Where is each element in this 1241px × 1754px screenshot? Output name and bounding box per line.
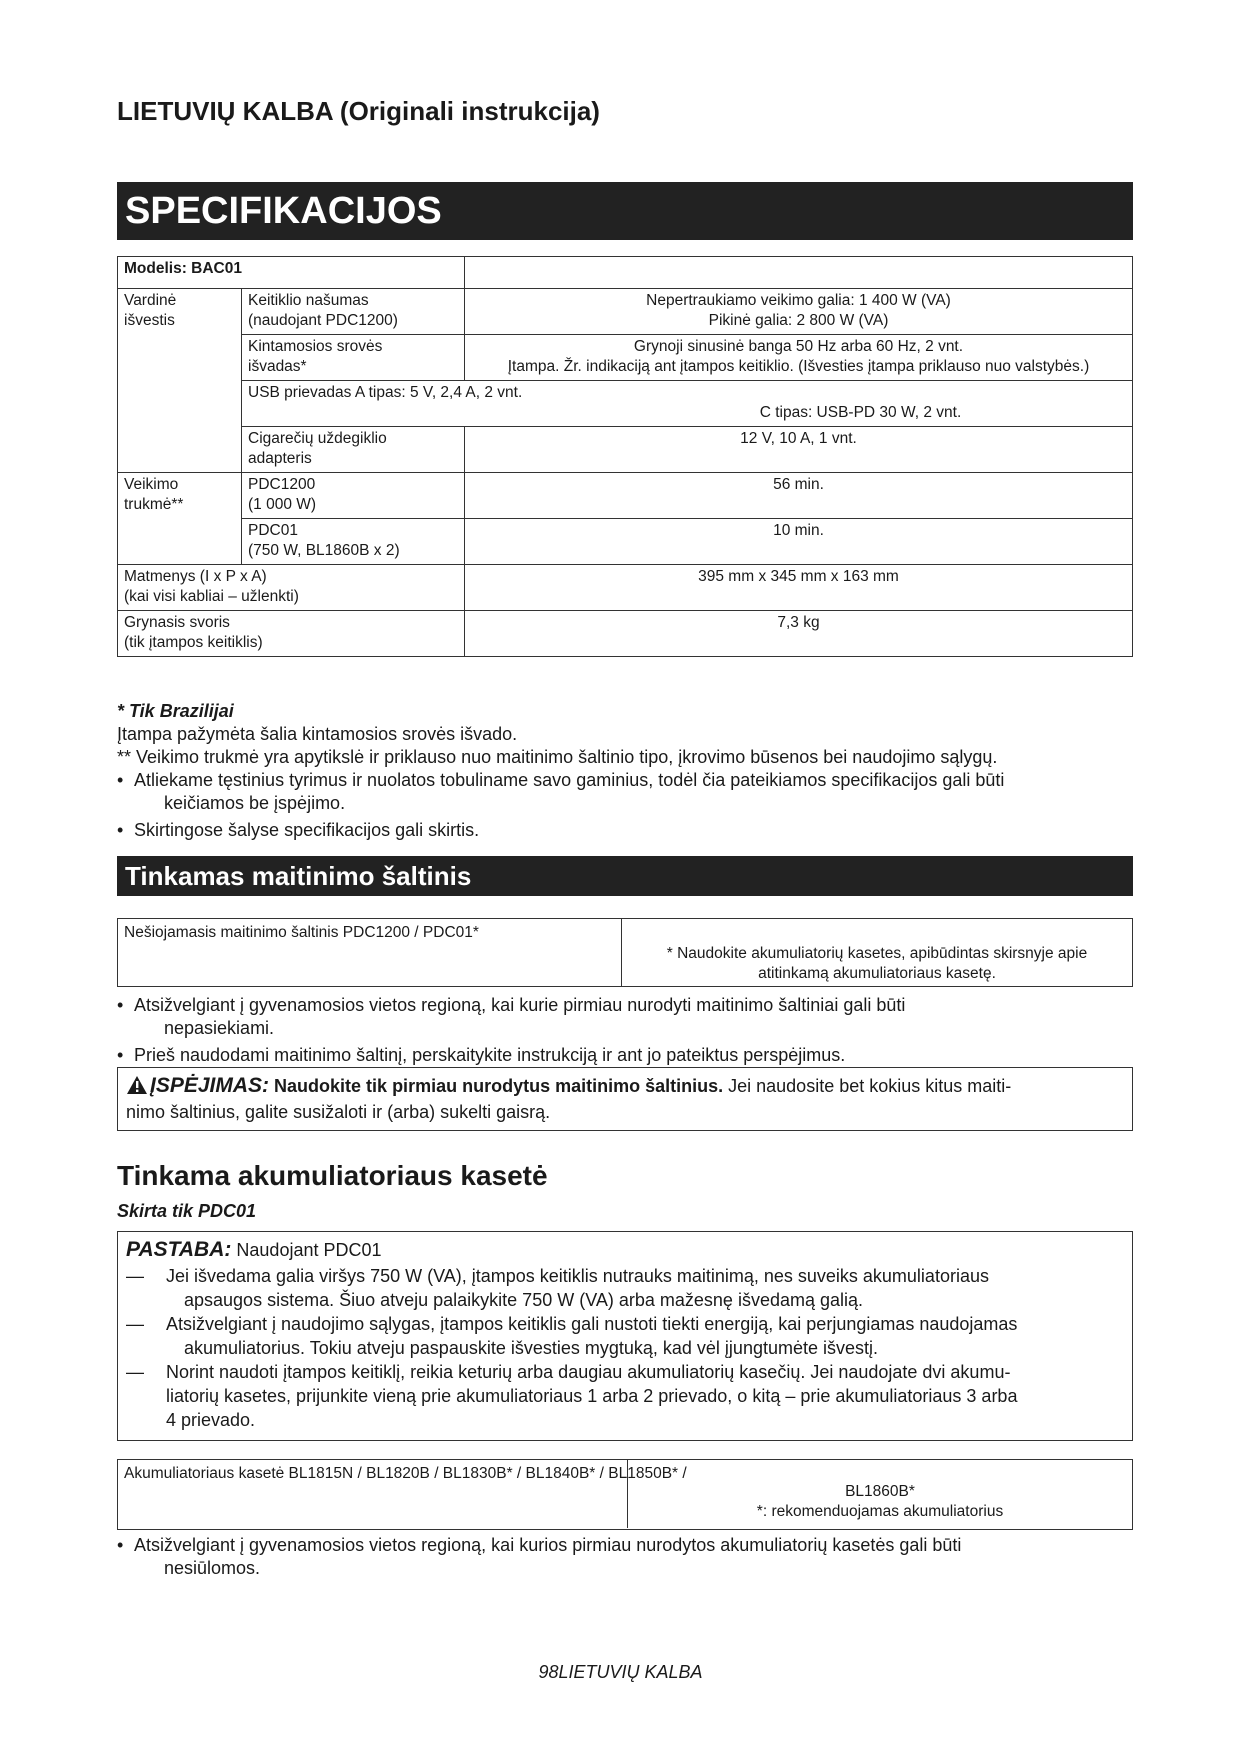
power-notes: [117, 994, 1133, 1071]
model-label: Modelis: BAC01: [118, 257, 465, 289]
spec-bullets: [117, 769, 1133, 842]
section-banner-specifications: SPECIFIKACIJOS: [117, 182, 1133, 240]
note-box: [117, 1231, 1133, 1441]
list-item: — Atsižvelgiant į naudojimo sąlygas, įtampos keitiklis gali nustoti tiekti energiją, kai perjungiamas naudojamas akumuliatorius. Tokiu atveju paspauskite išvesties mygtuką, kad vėl įjungtumėte išvestį.: [126, 1312, 1124, 1360]
table-row: [118, 611, 1133, 657]
list-item: — Jei išvedama galia viršys 750 W (VA), įtampos keitiklis nutrauks maitinimą, nes suveiks akumuliatoriaus apsaugos sistema. Šiuo atveju palaikykite 750 W (VA) arba mažesnę išvedamą galią.: [126, 1264, 1124, 1312]
table-row: [118, 565, 1133, 611]
list-item: • Prieš naudodami maitinimo šaltinį, perskaitykite instrukciją ir ant jo pateiktus perspėjimus.: [117, 1044, 1133, 1067]
spec-label: Grynasis svoris (tik įtampos keitiklis): [118, 611, 465, 657]
page-header: LIETUVIŲ KALBA (Originali instrukcija): [117, 96, 600, 126]
spec-label: Keitiklio našumas (naudojant PDC1200): [242, 289, 465, 335]
spec-label: USB prievadas A tipas: 5 V, 2,4 A, 2 vnt.: [248, 384, 523, 401]
battery-table: [117, 1459, 1133, 1530]
spec-label: Kintamosios srovės išvadas*: [242, 335, 465, 381]
list-item: • Atsižvelgiant į gyvenamosios vietos regioną, kai kurie pirmiau nurodyti maitinimo šaltiniai gali būti nepasiekiami.: [117, 994, 1133, 1040]
spec-notes: [117, 700, 1133, 846]
list-item: • Atsižvelgiant į gyvenamosios vietos regioną, kai kurios pirmiau nurodytos akumuliatorių kasetės gali būti nesiūlomos.: [117, 1534, 1133, 1580]
spec-value: 10 min.: [465, 519, 1133, 565]
table-row: [118, 519, 1133, 565]
warning-text: Jei naudosite bet kokius kitus maiti- nimo šaltinius, galite susižaloti ir (arba) sukelti gaisrą.: [126, 1076, 1012, 1122]
power-source-note: * Naudokite akumuliatorių kasetes, apibūdintas skirsnyje apie atitinkamą akumuliatoriaus kasetę.: [622, 919, 1133, 987]
rated-output-label: Vardinė išvestis: [118, 289, 242, 473]
note-list: [126, 1264, 1124, 1432]
battery-recommended: BL1860B* *: rekomenduojamas akumuliatorius: [627, 1460, 1132, 1528]
spec-value: Nepertraukiamo veikimo galia: 1 400 W (VA) Pikinė galia: 2 800 W (VA): [465, 289, 1133, 335]
note-run-time: ** Veikimo trukmė yra apytikslė ir priklauso nuo maitinimo šaltinio tipo, įkrovimo būsenos bei naudojimo sąlygų.: [117, 747, 998, 767]
list-item: — Norint naudoti įtampos keitiklį, reikia keturių arba daugiau akumuliatorių kasečių. Jei naudojate dvi akumu- liatorių kasetes, prijunkite vieną prie akumuliatoriaus 1 arba 2 prievado, o kitą – prie akumuliatoriaus 3 arba 4 prievado.: [126, 1360, 1124, 1432]
list-item: • Atliekame tęstinius tyrimus ir nuolatos tobuliname savo gaminius, todėl čia pateikiamos specifikacijos gali būti keičiamos be įspėjimo.: [117, 769, 1133, 815]
spec-value: 7,3 kg: [465, 611, 1133, 657]
table-row: [118, 473, 1133, 519]
spec-value: Grynoji sinusinė banga 50 Hz arba 60 Hz, 2 vnt. Įtampa. Žr. indikaciją ant įtampos keitiklio. (Išvesties įtampa priklauso nuo valstybės.): [465, 335, 1133, 381]
spec-label: Cigarečių uždegiklio adapteris: [242, 427, 465, 473]
battery-subheading: Skirta tik PDC01: [117, 1201, 257, 1221]
spec-value: 56 min.: [465, 473, 1133, 519]
spec-label: PDC01 (750 W, BL1860B x 2): [242, 519, 465, 565]
power-source-name: Nešiojamasis maitinimo šaltinis PDC1200 / PDC01*: [118, 919, 622, 987]
warning-bold-text: Naudokite tik pirmiau nurodytus maitinimo šaltinius.: [274, 1076, 724, 1096]
usb-row: [242, 381, 1133, 427]
list-item: • Skirtingose šalyse specifikacijos gali skirtis.: [117, 819, 1133, 842]
page-footer: 98LIETUVIŲ KALBA: [538, 1662, 703, 1682]
note-subtitle: Naudojant PDC01: [236, 1240, 382, 1260]
table-row: [118, 381, 1133, 427]
spec-value: 12 V, 10 A, 1 vnt.: [465, 427, 1133, 473]
battery-list: [118, 1460, 1133, 1530]
table-row: [118, 335, 1133, 381]
specifications-table: [117, 256, 1133, 657]
table-row: [118, 257, 1133, 289]
battery-notes: [117, 1534, 1133, 1584]
battery-models: Akumuliatoriaus kasetė BL1815N / BL1820B / BL1830B* / BL1840B* / BL1850B* /: [124, 1465, 687, 1482]
table-row: [118, 1460, 1133, 1530]
section-banner-power-source: Tinkamas maitinimo šaltinis: [117, 856, 1133, 896]
note-brazil-title: * Tik Brazilijai: [117, 701, 234, 721]
table-row: [118, 919, 1133, 987]
run-time-label: Veikimo trukmė**: [118, 473, 242, 565]
spec-value: C tipas: USB-PD 30 W, 2 vnt.: [759, 404, 962, 421]
spec-value: 395 mm x 345 mm x 163 mm: [465, 565, 1133, 611]
battery-heading: Tinkama akumuliatoriaus kasetė: [117, 1160, 548, 1191]
warning-box: [117, 1067, 1133, 1131]
warning-triangle-icon: [126, 1075, 148, 1101]
note-brazil-text: Įtampa pažymėta šalia kintamosios srovės išvado.: [117, 724, 518, 744]
table-row: [118, 427, 1133, 473]
power-source-table: [117, 918, 1133, 987]
table-row: [118, 289, 1133, 335]
warning-title: ĮSPĖJIMAS:: [150, 1074, 270, 1097]
spec-label: PDC1200 (1 000 W): [242, 473, 465, 519]
spec-label: Matmenys (I x P x A) (kai visi kabliai – užlenkti): [118, 565, 465, 611]
note-title: PASTABA:: [126, 1238, 232, 1261]
